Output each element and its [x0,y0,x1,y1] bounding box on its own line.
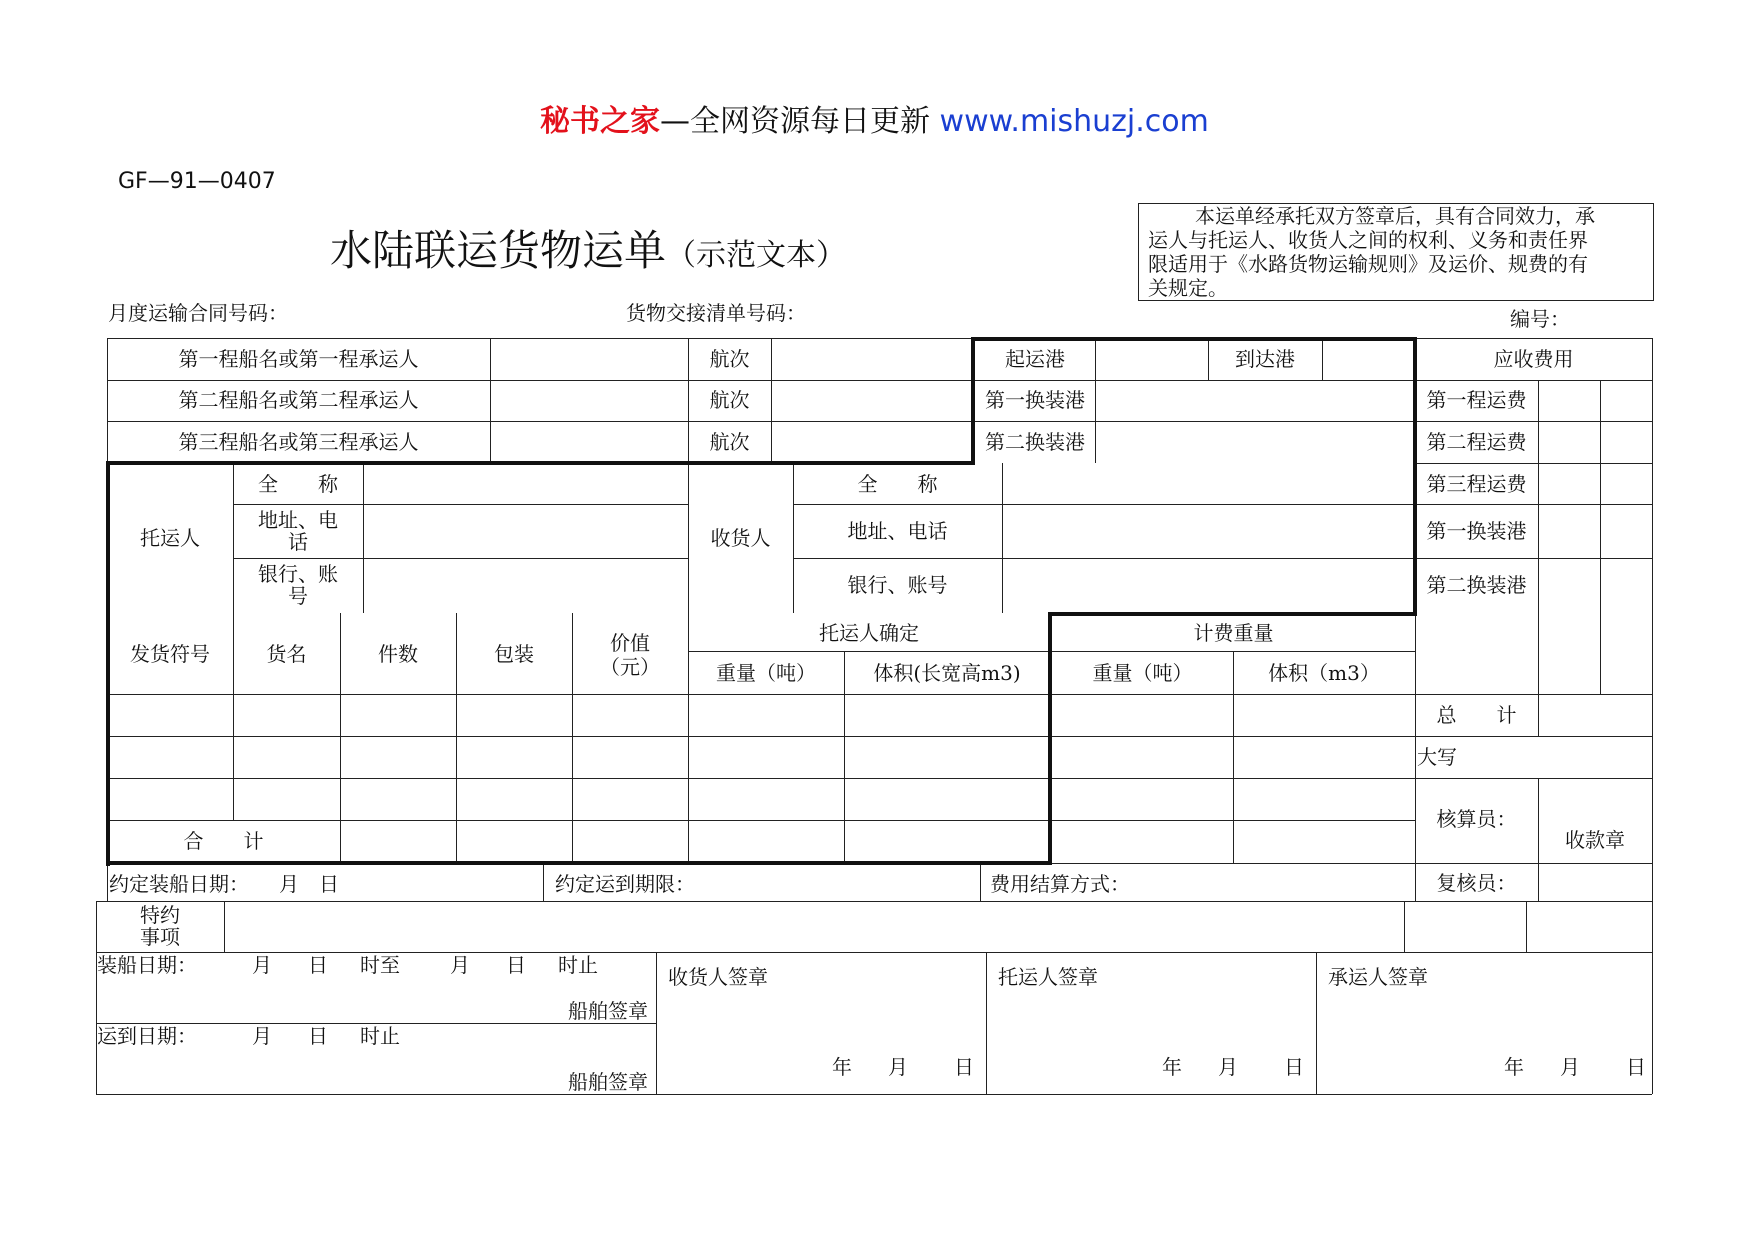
shipper-bank-line-2: 号 [288,584,308,608]
grid-line [490,338,491,463]
special-terms-line-1: 特约 [140,903,180,927]
transfer-port-1-label: 第一换装港 [985,388,1085,412]
grid-line [1415,463,1652,464]
agreed-loading-date: 约定装船日期： 月 日 [109,872,339,896]
cargo-packing-label: 包装 [494,642,534,666]
contract-no-label: 月度运输合同号码： [108,301,288,325]
loading-date-label: 装船日期： [97,953,197,977]
fee-transfer-2-label: 第二换装港 [1426,573,1527,597]
consignee-sign-year: 年 [832,1055,852,1079]
thick-border [1050,612,1417,616]
agreed-arrival-period: 约定运到期限： [555,872,695,896]
fee-settlement-method: 费用结算方式： [990,872,1130,896]
notice-line-3: 限适用于《水路货物运输规则》及运价、规费的有 [1148,252,1588,276]
reviewer-label: 复核员： [1436,871,1517,895]
grid-line [1404,901,1405,952]
fee-transfer-1-label: 第一换装港 [1426,519,1527,543]
voyage-label-2: 航次 [709,388,750,412]
handover-no-label: 货物交接清单号码： [626,301,806,325]
cargo-value-line-1: 价值 [610,631,650,655]
consignee-label: 收货人 [710,526,771,550]
grid-line [1652,338,1653,1094]
billing-volume-label: 体积（m3） [1268,661,1380,685]
watermark-brand: 秘书之家 [540,104,660,139]
fee-capital-label: 大写 [1417,745,1457,769]
ship-stamp-label-2: 船舶签章 [568,1070,648,1094]
notice-line-1: 本运单经承托双方签章后，具有合同效力，承 [1195,204,1595,228]
special-terms-line-2: 事项 [140,925,180,949]
cargo-value-line-2: （元） [600,655,660,679]
cargo-name-label: 货名 [266,642,307,666]
transfer-port-2-label: 第二换装港 [985,430,1085,454]
shipper-sign-label: 托运人签章 [998,965,1098,989]
consignee-sign-day: 日 [954,1055,974,1079]
grid-line [1322,338,1323,380]
title-text: 水陆联运货物运单 [330,226,667,275]
fee-leg-3-label: 第三程运费 [1426,472,1527,496]
loading-day-2: 日 [506,953,526,977]
destination-port-label: 到达港 [1235,347,1295,371]
grid-line [1538,694,1539,736]
consignee-sign-label: 收货人签章 [668,965,768,989]
billing-weight-tons-label: 重量（吨） [1092,661,1193,685]
grid-line [96,901,1652,902]
grid-line [1002,463,1003,613]
fees-header: 应收费用 [1493,347,1574,371]
arrival-day: 日 [308,1024,328,1048]
voyage-label-3: 航次 [709,430,750,454]
grid-line [107,338,1652,339]
grid-line [233,504,688,505]
grid-line [986,952,987,1094]
ship-row-3-label: 第三程船名或第三程承运人 [178,430,419,454]
thick-border [106,861,1052,865]
grid-line [107,778,1652,779]
ship-row-1-label: 第一程船名或第一程承运人 [178,347,419,371]
arrival-date-label: 运到日期： [97,1024,197,1048]
cargo-total-label: 合 计 [183,829,264,853]
grid-line [1526,901,1527,952]
arrival-month: 月 [252,1024,272,1048]
cargo-mark-label: 发货符号 [130,642,210,666]
watermark-slogan: 全网资源每日更新 [690,104,930,139]
grid-line [96,1094,1652,1095]
volume-label: 体积(长宽高m3) [873,661,1021,685]
grid-line [793,504,1652,505]
cargo-pieces-label: 件数 [378,642,418,666]
origin-port-label: 起运港 [1005,347,1065,371]
page-title [330,228,846,279]
grid-line [107,736,1652,737]
special-terms-label [96,904,224,948]
serial-no-label: 编号： [1510,307,1570,331]
grid-line [96,952,1652,953]
shipper-fullname-label: 全 称 [258,472,338,496]
shipper-bank-line-1: 银行、账 [258,562,338,586]
fee-leg-2-label: 第二程运费 [1426,430,1527,454]
loading-month-1: 月 [252,953,272,977]
grid-line [793,558,1652,559]
grid-line [771,338,772,463]
loading-hour-to: 时至 [360,953,400,977]
grid-line [107,421,1652,422]
grid-line [107,694,1652,695]
grid-line [1095,338,1096,463]
grid-line [1600,380,1601,694]
doc-code: GF—91—0407 [118,169,276,194]
subtitle-text: （示范文本） [666,238,847,273]
consignee-sign-month: 月 [888,1055,908,1079]
notice-line-2: 运人与托运人、收货人之间的权利、义务和责任界 [1148,228,1588,252]
ship-row-2-label: 第二程船名或第二程承运人 [178,388,419,412]
consignee-bank-label: 银行、账号 [847,573,948,597]
weight-tons-label: 重量（吨） [716,661,816,685]
receipt-stamp-label: 收款章 [1565,828,1625,852]
accountant-label: 核算员： [1436,807,1517,831]
grid-line [1538,380,1539,694]
shipper-sign-day: 日 [1284,1055,1304,1079]
carrier-sign-year: 年 [1504,1055,1524,1079]
voyage-label-1: 航次 [709,347,750,371]
ship-stamp-label-1: 船舶签章 [568,999,648,1023]
thick-border [972,337,1415,341]
shipper-bank-label [233,563,363,607]
billing-weight-label: 计费重量 [1193,621,1274,645]
grid-line [363,463,364,613]
shipper-address-label [233,509,363,553]
watermark-dash: — [660,104,690,139]
thick-border [107,461,975,465]
notice-line-4: 关规定。 [1148,276,1228,300]
cargo-value-label [572,631,688,679]
grid-line [688,338,689,863]
fee-leg-1-label: 第一程运费 [1426,388,1527,412]
grid-line [224,901,225,952]
grid-line [233,558,688,559]
carrier-sign-label: 承运人签章 [1328,965,1428,989]
shipper-address-line-1: 地址、电 [258,508,338,532]
carrier-sign-month: 月 [1560,1055,1580,1079]
grid-line [980,863,981,901]
grid-line [107,820,1415,821]
thick-border [1048,612,1052,865]
fee-total-label: 总 计 [1436,703,1517,727]
carrier-sign-day: 日 [1626,1055,1646,1079]
loading-hour-end: 时止 [558,953,598,977]
shipper-label: 托运人 [140,526,200,550]
shipper-sign-month: 月 [1218,1055,1238,1079]
consignee-address-label: 地址、电话 [847,519,948,543]
loading-day-1: 日 [308,953,328,977]
shipper-address-line-2: 话 [288,530,308,554]
shipper-confirm-label: 托运人确定 [819,621,919,645]
watermark [540,105,1209,139]
grid-line [1316,952,1317,1094]
loading-month-2: 月 [450,953,470,977]
grid-line [107,380,1652,381]
watermark-url[interactable]: www.mishuzj.com [939,104,1209,139]
arrival-hour-end: 时止 [360,1024,400,1048]
grid-line [543,863,544,901]
shipper-sign-year: 年 [1162,1055,1182,1079]
grid-line [656,952,657,1094]
consignee-fullname-label: 全 称 [857,472,938,496]
